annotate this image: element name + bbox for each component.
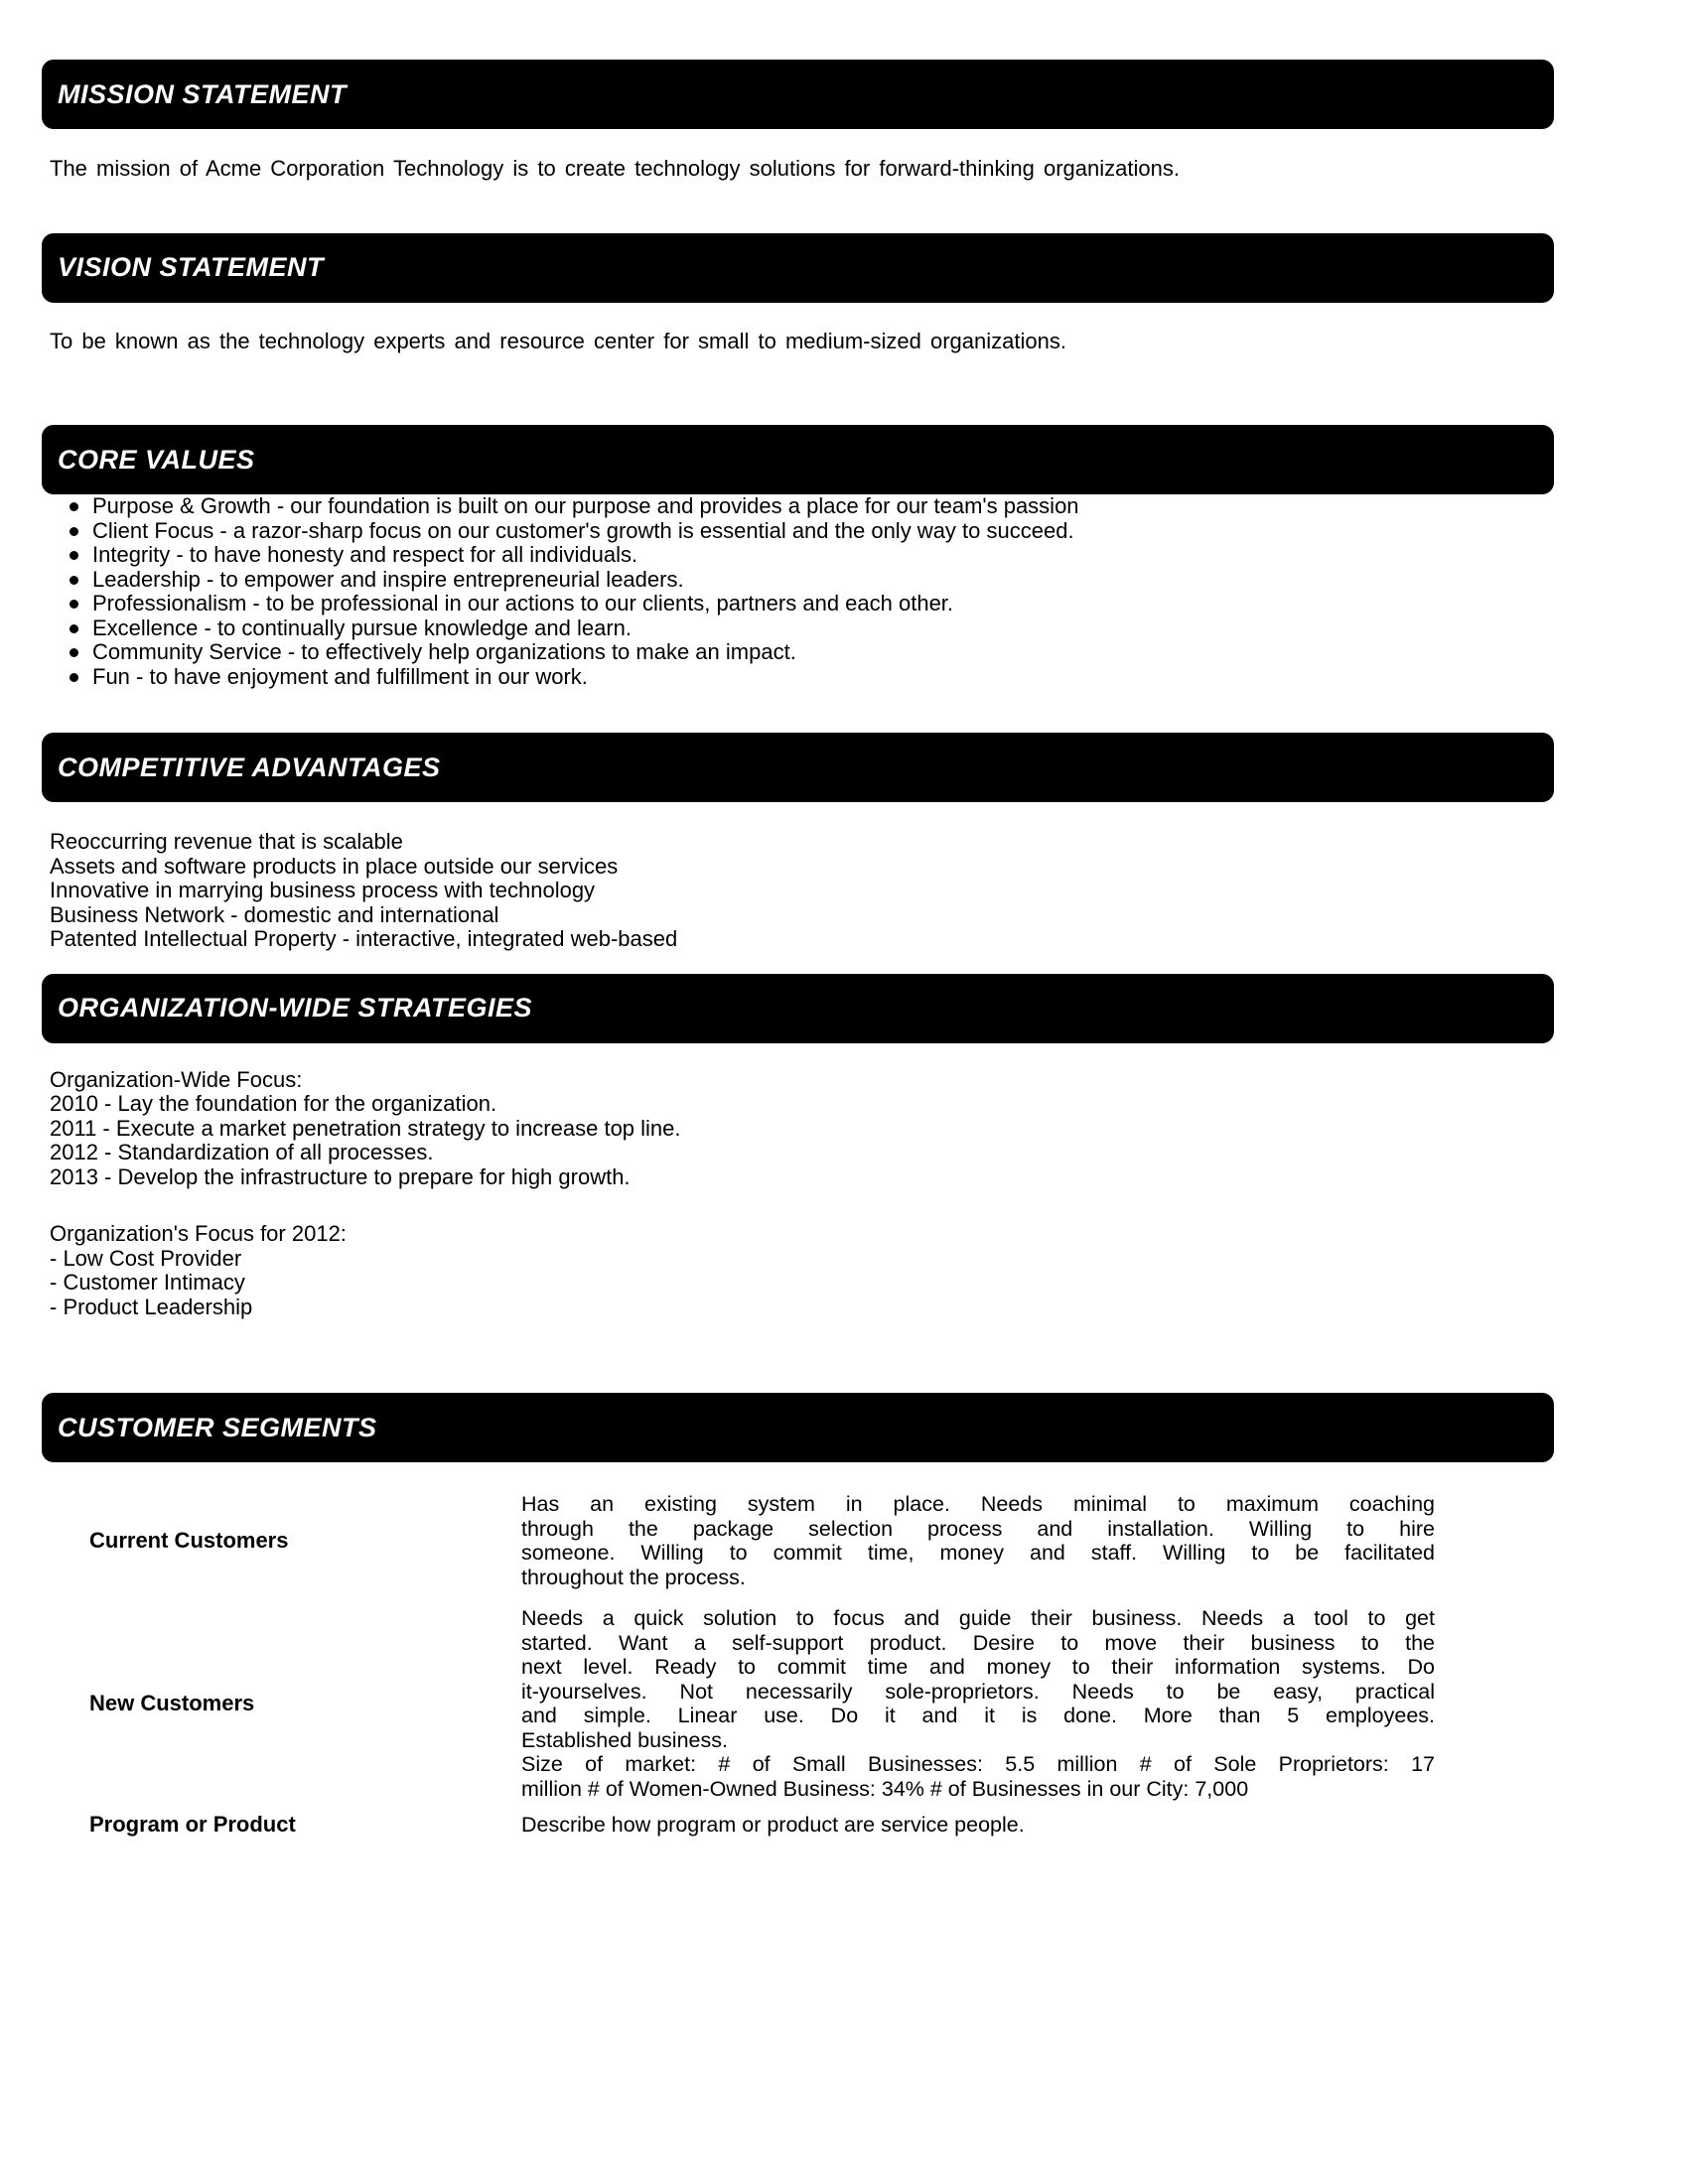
advantage-line: Patented Intellectual Property - interactive, integrated web-based <box>50 926 678 951</box>
segment-label-current-customers: Current Customers <box>89 1528 289 1553</box>
strategy-line: 2010 - Lay the foundation for the organization. <box>50 1091 497 1116</box>
segment-text-new-customers <box>521 1606 1435 1801</box>
customer-segments-table <box>42 1492 1554 1838</box>
segment-label-program-or-product: Program or Product <box>89 1812 296 1837</box>
bullet-icon <box>70 576 78 585</box>
strategy-line: Organization-Wide Focus: <box>50 1066 303 1092</box>
section-title-competitive-advantages: COMPETITIVE ADVANTAGES <box>58 751 441 782</box>
core-value-item <box>70 665 1554 690</box>
segment-row-new-customers <box>42 1606 1554 1801</box>
segment-text-line: Has an existing system in place. Needs minimal to maximum coaching <box>521 1492 1435 1516</box>
section-header-customer-segments <box>42 1393 1554 1462</box>
advantage-line: Innovative in marrying business process with technology <box>50 878 596 902</box>
section-title-customer-segments: CUSTOMER SEGMENTS <box>58 1412 377 1442</box>
segment-text-line: and simple. Linear use. Do it and it is done. More than 5 employees. <box>521 1704 1435 1727</box>
core-value-item <box>70 568 1554 593</box>
segment-text-line: started. Want a self-support product. Desire to move their business to the <box>521 1630 1435 1655</box>
bullet-icon <box>70 673 78 682</box>
vision-text: To be known as the technology experts and resource center for small to medium-sized organizations. <box>50 328 1066 353</box>
strategies-list <box>50 1068 1554 1190</box>
section-title-vision: VISION STATEMENT <box>58 252 325 282</box>
advantage-line: Reoccurring revenue that is scalable <box>50 829 403 854</box>
focus-line: Organization's Focus for 2012: <box>50 1221 347 1246</box>
mission-text: The mission of Acme Corporation Technology is to create technology solutions for forward-thinking organizations. <box>50 156 1180 181</box>
core-value-text: Client Focus - a razor-sharp focus on our customer's growth is essential and the only way to succeed. <box>92 517 1074 543</box>
section-header-strategies <box>42 974 1554 1043</box>
core-value-text: Leadership - to empower and inspire entrepreneurial leaders. <box>92 566 684 592</box>
strategy-line: 2012 - Standardization of all processes. <box>50 1140 434 1164</box>
segment-text-line: someone. Willing to commit time, money and staff. Willing to be facilitated <box>521 1541 1435 1565</box>
section-header-competitive-advantages <box>42 733 1554 802</box>
core-value-item <box>70 592 1554 616</box>
section-header-core-values <box>42 425 1554 494</box>
focus-line: - Low Cost Provider <box>50 1245 242 1271</box>
segment-text-current-customers <box>521 1492 1435 1589</box>
core-values-list <box>70 494 1554 689</box>
core-value-text: Excellence - to continually pursue knowledge and learn. <box>92 614 632 640</box>
core-value-item <box>70 494 1554 519</box>
bullet-icon <box>70 600 78 609</box>
bullet-icon <box>70 527 78 536</box>
bullet-icon <box>70 551 78 560</box>
segment-text-line: Needs a quick solution to focus and guide their business. Needs a tool to get <box>521 1606 1435 1630</box>
core-value-item <box>70 640 1554 665</box>
competitive-advantages-list <box>50 830 1554 952</box>
advantage-line: Assets and software products in place outside our services <box>50 853 619 879</box>
segment-text-line: Describe how program or product are service people. <box>521 1812 1025 1837</box>
advantage-line: Business Network - domestic and international <box>50 901 499 927</box>
bullet-icon <box>70 624 78 633</box>
focus-2012-list <box>50 1222 1554 1319</box>
core-value-text: Community Service - to effectively help organizations to make an impact. <box>92 639 796 664</box>
segment-text-line: throughout the process. <box>521 1565 746 1589</box>
section-header-vision <box>42 233 1554 303</box>
section-header-mission <box>42 60 1554 129</box>
section-title-mission: MISSION STATEMENT <box>58 78 347 109</box>
core-value-text: Purpose & Growth - our foundation is built on our purpose and provides a place for our team's passion <box>92 493 1079 518</box>
bullet-icon <box>70 648 78 657</box>
core-value-item <box>70 543 1554 568</box>
core-value-item <box>70 616 1554 641</box>
section-title-strategies: ORGANIZATION-WIDE STRATEGIES <box>58 993 532 1023</box>
strategy-line: 2013 - Develop the infrastructure to prepare for high growth. <box>50 1163 631 1189</box>
segment-text-line: next level. Ready to commit time and money to their information systems. Do <box>521 1655 1435 1679</box>
focus-line: - Product Leadership <box>50 1294 253 1319</box>
segment-text-line: Size of market: # of Small Businesses: 5.5 million # of Sole Proprietors: 17 <box>521 1752 1435 1776</box>
segment-label-new-customers: New Customers <box>89 1691 255 1715</box>
core-value-text: Integrity - to have honesty and respect for all individuals. <box>92 542 638 567</box>
core-value-item <box>70 519 1554 544</box>
strategy-line: 2011 - Execute a market penetration strategy to increase top line. <box>50 1115 681 1141</box>
core-value-text: Professionalism - to be professional in our actions to our clients, partners and each other. <box>92 591 954 615</box>
segment-row-program-or-product <box>42 1812 1554 1838</box>
segment-text-line: Established business. <box>521 1727 728 1752</box>
segment-text-line: million # of Women-Owned Business: 34% # of Businesses in our City: 7,000 <box>521 1776 1249 1801</box>
segment-text-program-or-product <box>521 1813 1435 1838</box>
segment-text-line: it-yourselves. Not necessarily sole-proprietors. Needs to be easy, practical <box>521 1679 1435 1704</box>
segment-text-line: through the package selection process and installation. Willing to hire <box>521 1516 1435 1541</box>
segment-row-current-customers <box>42 1492 1554 1589</box>
core-value-text: Fun - to have enjoyment and fulfillment in our work. <box>92 663 588 689</box>
document-content <box>0 60 1554 1838</box>
section-title-core-values: CORE VALUES <box>58 444 255 475</box>
bullet-icon <box>70 502 78 511</box>
focus-line: - Customer Intimacy <box>50 1270 245 1295</box>
